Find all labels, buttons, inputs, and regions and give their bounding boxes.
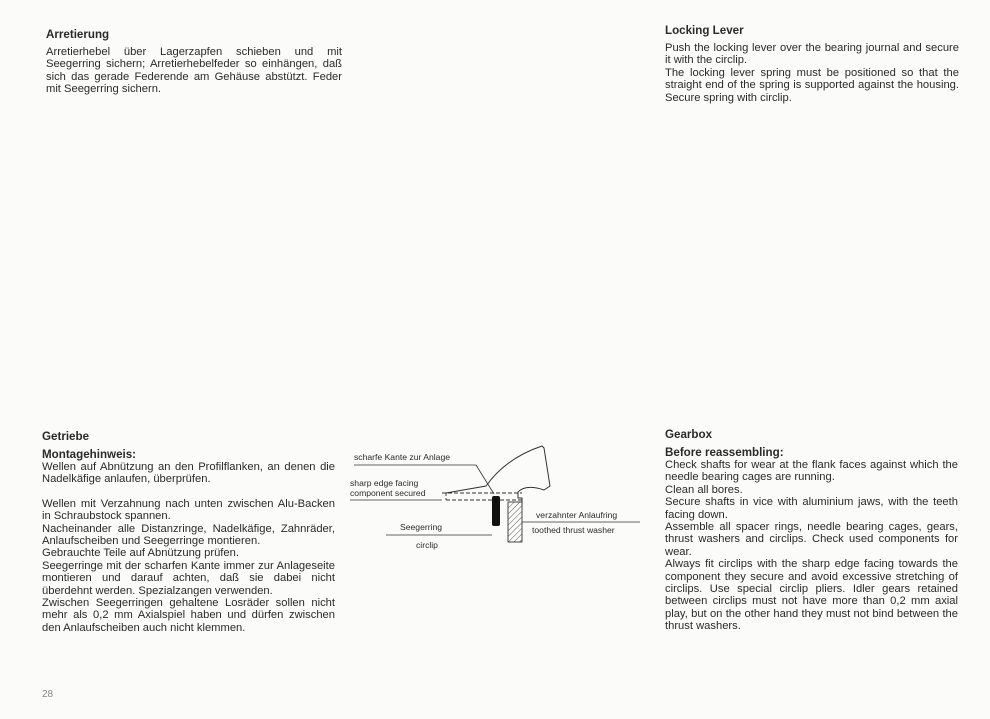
section-title: Arretierung xyxy=(46,28,110,41)
label-sharp-edge-de: scharfe Kante zur Anlage xyxy=(354,452,451,462)
section-paragraph: Always fit circlips with the sharp edge facing towards the component they secure and avoid excessive stretching of circlips. Use special circlip pliers. Idler gears retained between circlips must not have more than 0,2 mm axial play, but on the other hand they must not bind between the thrust washers. xyxy=(665,558,958,633)
label-washer-de: verzahnter Anlaufring xyxy=(536,510,618,520)
circlip-diagram xyxy=(346,438,642,556)
section-gearbox xyxy=(665,428,958,633)
label-circlip-de: Seegerring xyxy=(400,522,443,532)
label-sharp-edge-en-1: sharp edge facing xyxy=(350,478,419,488)
section-arretierung xyxy=(46,28,342,96)
section-subtitle: Before reassembling: xyxy=(665,446,784,459)
section-paragraph: Zwischen Seegerringen gehaltene Losräder sollen nicht mehr als 0,2 mm Axialspiel haben und dürfen zwischen den Anlaufscheiben auch nicht klemmen. xyxy=(42,597,335,634)
section-paragraph: Check shafts for wear at the flank faces against which the needle bearing cages are running. xyxy=(665,459,958,484)
thrust-washer-shape xyxy=(508,502,522,542)
circlip-shape xyxy=(492,496,500,526)
circlip-diagram-svg xyxy=(346,438,642,556)
section-subtitle: Montagehinweis: xyxy=(42,448,137,461)
label-circlip-en: circlip xyxy=(416,540,438,550)
section-intro: Wellen auf Abnützung an den Profilflanken, an denen die Nadelkäfige anlaufen, überprüfen. xyxy=(42,461,335,486)
label-washer-en: toothed thrust washer xyxy=(532,525,615,535)
section-paragraph: Assemble all spacer rings, needle bearing cages, gears, thrust washers and circlips. Check used components for wear. xyxy=(665,521,958,558)
section-getriebe xyxy=(42,430,335,634)
section-paragraph: The locking lever spring must be positioned so that the straight end of the spring is supported against the housing. Secure spring with circlip. xyxy=(665,66,959,104)
section-paragraph: Push the locking lever over the bearing journal and secure it with the circlip. xyxy=(665,42,959,67)
paragraph-gap xyxy=(42,486,335,498)
section-title: Getriebe xyxy=(42,430,90,443)
section-paragraph: Seegerringe mit der scharfen Kante immer zur Anlageseite montieren und darauf achten, daß sie dabei nicht überdehnt werden. Spezialzangen verwenden. xyxy=(42,559,335,597)
section-paragraph: Gebrauchte Teile auf Abnützung prüfen. xyxy=(42,547,239,560)
page-number: 28 xyxy=(42,689,54,700)
section-paragraph: Nacheinander alle Distanzringe, Nadelkäfige, Zahnräder, Anlaufscheiben und Seegerringe montieren. xyxy=(42,522,335,548)
section-title: Locking Lever xyxy=(665,24,744,37)
section-locking-lever xyxy=(665,24,959,104)
section-title: Gearbox xyxy=(665,428,713,441)
section-paragraph: Wellen mit Verzahnung nach unten zwischen Alu-Backen in Schraubstock spannen. xyxy=(42,497,335,523)
label-sharp-edge-en-2: component secured xyxy=(350,488,426,498)
section-paragraph: Secure shafts in vice with aluminium jaws, with the teeth facing down. xyxy=(665,496,958,521)
section-text: Arretierhebel über Lagerzapfen schieben und mit Seegerring sichern; Arretierhebelfeder so einhängen, daß sich das gerade Federende am Gehäuse abstützt. Feder mit Seegerring sichern. xyxy=(46,46,342,96)
section-paragraph: Clean all bores. xyxy=(665,483,743,496)
